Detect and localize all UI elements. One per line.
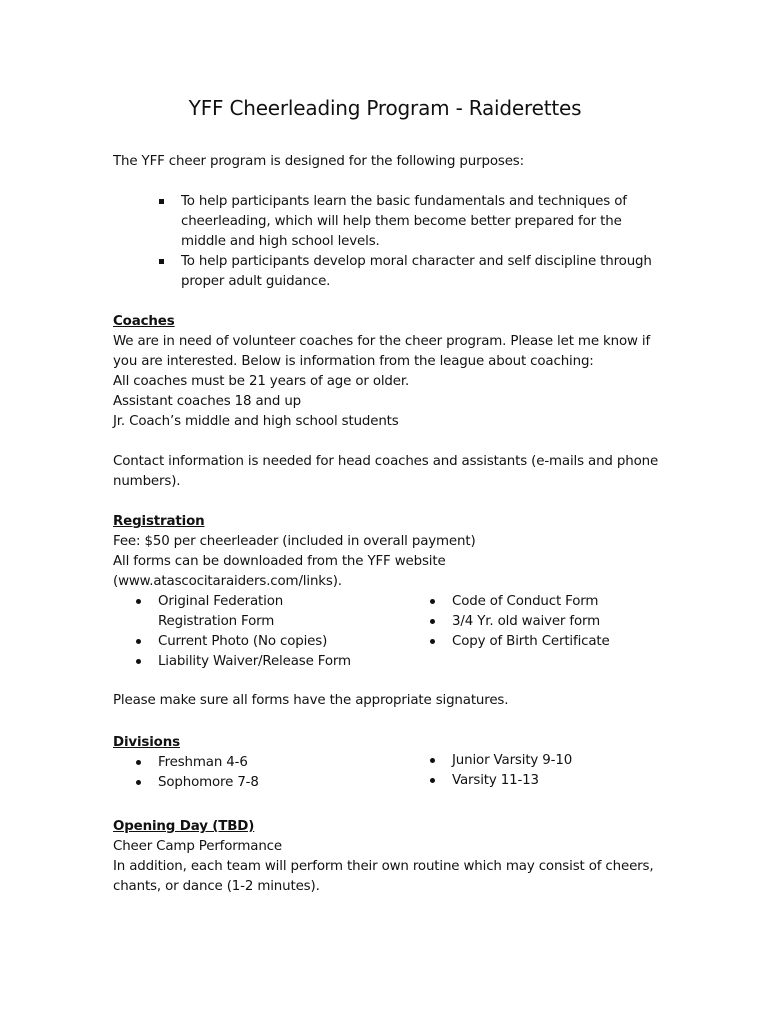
square-bullet-icon (159, 199, 164, 204)
division-item: Freshman 4-6 (158, 753, 408, 773)
coaches-line: Jr. Coach’s middle and high school students (113, 414, 399, 429)
round-bullet-icon (136, 780, 141, 785)
purpose-item-1: To help participants learn the basic fundamentals and techniques of cheerleading, which will help them become better prepared for the middle and high school levels. (181, 192, 661, 252)
divisions-heading: Divisions (113, 735, 180, 750)
opening-day-line: Cheer Camp Performance (113, 839, 282, 854)
round-bullet-icon (430, 778, 435, 783)
round-bullet-icon (136, 639, 141, 644)
divisions-list-left (158, 753, 408, 793)
registration-line: Fee: $50 per cheerleader (included in overall payment) (113, 534, 476, 549)
opening-day-line: In addition, each team will perform their own routine which may consist of cheers, (113, 859, 654, 874)
division-item: Sophomore 7-8 (158, 773, 408, 793)
form-item: Copy of Birth Certificate (452, 632, 702, 652)
forms-list-right (452, 592, 702, 652)
round-bullet-icon (430, 639, 435, 644)
form-item: Current Photo (No copies) (158, 632, 408, 652)
intro-text (113, 152, 673, 172)
division-item: Junior Varsity 9-10 (452, 751, 702, 771)
divisions-list-right (452, 751, 702, 791)
signatures-note: Please make sure all forms have the appropriate signatures. (113, 693, 509, 708)
registration-heading: Registration (113, 514, 205, 529)
divisions-section (113, 733, 673, 753)
registration-line: (www.atascocitaraiders.com/links). (113, 574, 342, 589)
opening-day-line: chants, or dance (1-2 minutes). (113, 879, 320, 894)
round-bullet-icon (136, 760, 141, 765)
registration-section (113, 512, 673, 592)
square-bullet-icon (159, 259, 164, 264)
coaches-section (113, 312, 673, 432)
round-bullet-icon (136, 659, 141, 664)
coaches-line: All coaches must be 21 years of age or older. (113, 374, 410, 389)
purposes-list (181, 192, 661, 292)
form-item: Liability Waiver/Release Form (158, 652, 408, 672)
coaches-line: Assistant coaches 18 and up (113, 394, 302, 409)
document-title: YFF Cheerleading Program - Raiderettes (188, 96, 582, 120)
opening-day-heading: Opening Day (TBD) (113, 819, 255, 834)
coaches-line: you are interested. Below is information from the league about coaching: (113, 354, 594, 369)
round-bullet-icon (430, 599, 435, 604)
round-bullet-icon (136, 599, 141, 604)
contact-info-text: Contact information is needed for head coaches and assistants (e-mails and phone numbers). (113, 454, 659, 489)
forms-list-left (158, 592, 408, 672)
division-item: Varsity 11-13 (452, 771, 702, 791)
coaches-heading: Coaches (113, 314, 175, 329)
intro-line: The YFF cheer program is designed for the following purposes: (113, 154, 524, 169)
registration-line: All forms can be downloaded from the YFF website (113, 554, 446, 569)
round-bullet-icon (430, 619, 435, 624)
round-bullet-icon (430, 758, 435, 763)
form-item: 3/4 Yr. old waiver form (452, 612, 702, 632)
purpose-item-2: To help participants develop moral character and self discipline through proper adult guidance. (181, 252, 661, 292)
form-item: Code of Conduct Form (452, 592, 702, 612)
opening-day-section (113, 817, 673, 897)
coaches-line: We are in need of volunteer coaches for the cheer program. Please let me know if (113, 334, 651, 349)
form-item: Original Federation Registration Form (158, 592, 408, 632)
